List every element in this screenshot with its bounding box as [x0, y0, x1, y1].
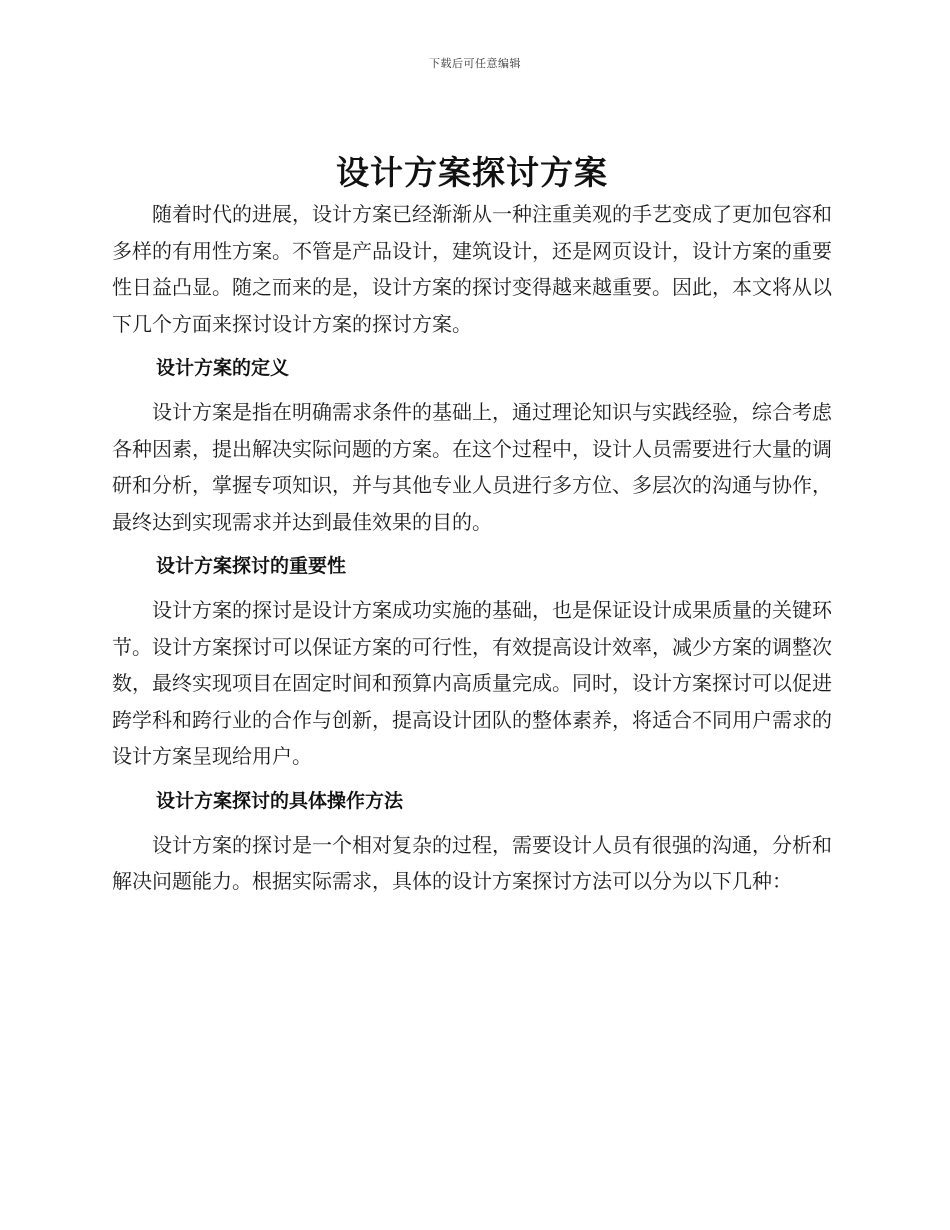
- section-heading-methods: 设计方案探讨的具体操作方法: [156, 789, 404, 812]
- spacer: [112, 775, 832, 783]
- section-body-definition: 设计方案是指在明确需求条件的基础上，通过理论知识与实践经验，综合考虑各种因素，提出解决实际问题的方案。在这个过程中，设计人员需要进行大量的调研和分析，掌握专项知识，并与其他专业人员进行多方位、多层次的沟通与协作，最终达到实现需求并达到最佳效果的目的。: [112, 400, 832, 534]
- document-title: 设计方案探讨方案: [336, 153, 608, 192]
- header-note: 下载后可任意编辑: [429, 57, 521, 70]
- section-heading-definition: 设计方案的定义: [156, 357, 290, 379]
- intro-paragraph: 随着时代的进展，设计方案已经渐渐从一种注重美观的手艺变成了更加包容和多样的有用性方案。不管是产品设计，建筑设计，还是网页设计，设计方案的重要性日益凸显。随之而来的是，设计方案的探讨变得越来越重要。因此，本文将从以下几个方面来探讨设计方案的探讨方案。: [112, 202, 832, 336]
- spacer: [112, 584, 832, 592]
- spacer: [112, 386, 832, 394]
- spacer: [112, 819, 832, 827]
- section-body-methods: 设计方案的探讨是一个相对复杂的过程，需要设计人员有很强的沟通，分析和解决问题能力。根据实际需求，具体的设计方案探讨方法可以分为以下几种：: [112, 832, 832, 893]
- document-content: [112, 150, 832, 900]
- section-body-importance: 设计方案的探讨是设计方案成功实施的基础，也是保证设计成果质量的关键环节。设计方案探讨可以保证方案的可行性，有效提高设计效率，减少方案的调整次数，最终实现项目在固定时间和预算内高质量完成。同时，设计方案探讨可以促进跨学科和跨行业的合作与创新，提高设计团队的整体素养，将适合不同用户需求的设计方案呈现给用户。: [112, 598, 832, 768]
- spacer: [112, 342, 832, 350]
- spacer: [112, 540, 832, 548]
- section-heading-importance: 设计方案探讨的重要性: [156, 555, 347, 577]
